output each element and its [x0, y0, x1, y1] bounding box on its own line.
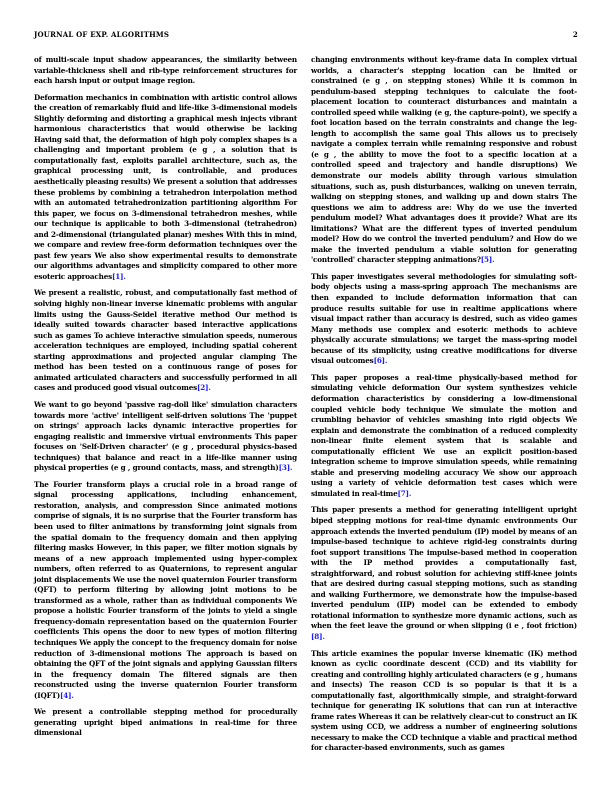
- citation-link[interactable]: [8].: [311, 631, 325, 641]
- paragraph-text: This article examines the popular inverse kinematic (IK) method known as cyclic coordinate descent (CCD) and its viability for creating and controlling highly articulated characters (e g , humans and insects) The reason CCD is so popular is that it is a computationally fast, algorithmically simple, and straight-forward technique for generating IK solutions that can run at interactive frame rates Whereas it can be relatively clear-cut to construct an IK system using CCD, we address a number of engineering solutions necessary to make the CCD technique a viable and practical method for character-based environments, such as games: [311, 648, 577, 753]
- left-column: [34, 55, 297, 745]
- paragraph: [311, 272, 577, 367]
- paragraph: [34, 55, 297, 87]
- paragraph-text: Deformation mechanics in combination with artistic control allows the creation of remarkably fluid and life-like 3-dimensional models Slightly deforming and distorting a graphical mesh injects vibrant harmonious characteristics that would otherwise be lacking Having said that, the deformation of high poly complex shapes is a challenging and important problem (e g , a solution that is computationally fast, exploits parallel architecture, such as, the graphical processing unit, is controllable, and produces aesthetically pleasing results) We present a solution that addresses these problems by combining a tetrahedron interpolation method with an automated tetrahedronization partitioning algorithm For this paper, we focus on 3-dimensional tetrahedron meshes, while our technique is applicable to both 3-dimensional (tetrahedron) and 2-dimensional (triangulated planar) meshes With this in mind, we compare and review free-form deformation techniques over the past few years We also show experimental results to demonstrate our algorithms advantages and simplicity compared to other more esoteric approaches: [34, 92, 297, 281]
- paragraph-text: The Fourier transform plays a crucial role in a broad range of signal processing applications, including enhancement, restoration, analysis, and compression Since animated motions comprise of signals, it is no surprise that the Fourier transform has been used to filter animations by transforming joint signals from the spatial domain to the frequency domain and then applying filtering masks However, in this paper, we filter motion signals by means of a new approach implemented using hyper-complex numbers, often referred to as Quaternions, to represent angular joint displacements We use the novel quaternion Fourier transform (QFT) to perform filtering by allowing joint motions to be transformed as a whole, rather than as individual components We propose a holistic Fourier transform of the joints to yield a single frequency-domain representation based on the quaternion Fourier coefficients This opens the door to new types of motion filtering techniques We apply the concept to the frequency domain for noise reduction of 3-dimensional motions The approach is based on obtaining the QFT of the joint signals and applying Gaussian filters in the frequency domain The filtered signals are then reconstructed using the inverse quaternion Fourier transform (IQFT): [34, 479, 297, 700]
- citation-link[interactable]: [6].: [373, 356, 388, 366]
- paragraph: [34, 480, 297, 701]
- citation-link[interactable]: [1].: [112, 271, 126, 281]
- paragraph: [311, 55, 577, 266]
- paragraph: [311, 649, 577, 754]
- paragraph-text: of multi-scale input shadow appearances, the similarity between variable-thickness shell and rib-type reinforcement structures for each harsh input or output image region.: [34, 55, 297, 86]
- paragraph-text: This paper presents a method for generating intelligent upright biped stepping motions for real-time dynamic environments Our approach extends the inverted pendulum (IP) model by means of an impulse-based technique to achieve rigid-leg constraints during foot support transitions The impulse-based method in cooperation with the IP method provides a computationally fast, straightforward, and robust solution for achieving stiff-knee joints that are desired during casual stepping motions, such as standing and walking Furthermore, we demonstrate how the impulse-based inverted pendulum (IIP) model can be extended to embody rotational information to synthesize more dynamic actions, such as when the feet leave the ground or when slipping (i e , foot friction): [311, 505, 577, 631]
- paragraph-text: This paper proposes a real-time physically-based method for simulating vehicle deformation Our system synthesizes vehicle deformation characteristics by considering a low-dimensional coupled vehicle body technique We simulate the motion and crumbling behavior of vehicles smashing into rigid objects We explain and demonstrate the combination of a reduced complexity non-linear finite element system that is scalable and computationally efficient We use an explicit position-based integration scheme to improve simulation speeds, while remaining stable and preserving modeling accuracy We show our approach using a variety of vehicle deformation test cases which were simulated in real-time: [311, 372, 577, 498]
- citation-link[interactable]: [2].: [197, 383, 211, 393]
- paragraph-text: changing environments without key-frame data In complex virtual worlds, a character's stepping location can be limited or constrained (e g , on stepping stones) While it is common in pendulum-based stepping techniques to calculate the foot-placement location to counteract disturbances and maintain a controlled speed while walking (e g, the capture-point), we specify a foot location based on the terrain constraints and change the leg-length to accomplish the same goal This allows us to precisely navigate a complex terrain while remaining responsive and robust (e g , the ability to move the foot to a specific location at a controlled speed and trajectory and handle disruptions) We demonstrate our models ability through various simulation situations, such as, push disturbances, walking on uneven terrain, walking on stepping stones, and walking up and down stairs The questions we aim to address are: Why do we use the inverted pendulum model? What advantages does it provide? What are its limitations? What are the different types of inverted pendulum model? How do we control the inverted pendulum? and How do we make the inverted pendulum a viable solution for generating 'controlled' character stepping animations?: [311, 55, 577, 265]
- right-column: [311, 55, 577, 760]
- journal-title: JOURNAL OF EXP. ALGORITHMS: [34, 30, 170, 39]
- running-header: [34, 30, 578, 42]
- paragraph-text: We present a realistic, robust, and computationally fast method of solving highly non-linear inverse kinematic problems with angular limits using the Gauss-Seidel iterative method Our method is ideally suited towards character based interactive applications such as games To achieve interactive simulation speeds, numerous acceleration techniques are employed, including spatial coherent starting approximations and projected angular clamping The method has been tested on a continuous range of poses for animated articulated characters and successfully performed in all cases and produced good visual outcomes: [34, 288, 297, 393]
- paragraph-text: This paper investigates several methodologies for simulating soft-body objects using a mass-spring approach The mechanisms are then expanded to include deformation information that can produce results suitable for use in realtime applications where visual impact rather than accuracy is desired, such as video games Many methods use complex and esoteric methods to achieve physically accurate simulations; we target the mass-spring model because of its simplicity, using creative modifications for diverse visual outcomes: [311, 271, 577, 366]
- paragraph: [311, 373, 577, 500]
- citation-link[interactable]: [7].: [397, 488, 412, 498]
- paragraph-text: We present a controllable stepping method for procedurally generating upright biped animations in real-time for three dimensional: [34, 707, 297, 738]
- citation-link[interactable]: [4].: [59, 690, 74, 700]
- paragraph: [34, 707, 297, 739]
- page-number: 2: [572, 30, 578, 39]
- paragraph: [34, 400, 297, 474]
- paragraph-text: We want to go beyond 'passive rag-doll like' simulation characters towards more 'active' intelligent self-driven solutions The 'puppet on strings' approach lacks dynamic interactive properties for engaging realistic and immersive virtual environments This paper focuses on 'Self-Driven character' (e g , procedural physics-based techniques) that balance and react in a life-like manner using physical properties (e g , ground contacts, mass, and strength): [34, 399, 297, 473]
- citation-link[interactable]: [5].: [480, 255, 495, 265]
- citation-link[interactable]: [3].: [278, 463, 293, 473]
- paragraph: [34, 93, 297, 283]
- paragraph: [34, 288, 297, 393]
- paragraph: [311, 505, 577, 642]
